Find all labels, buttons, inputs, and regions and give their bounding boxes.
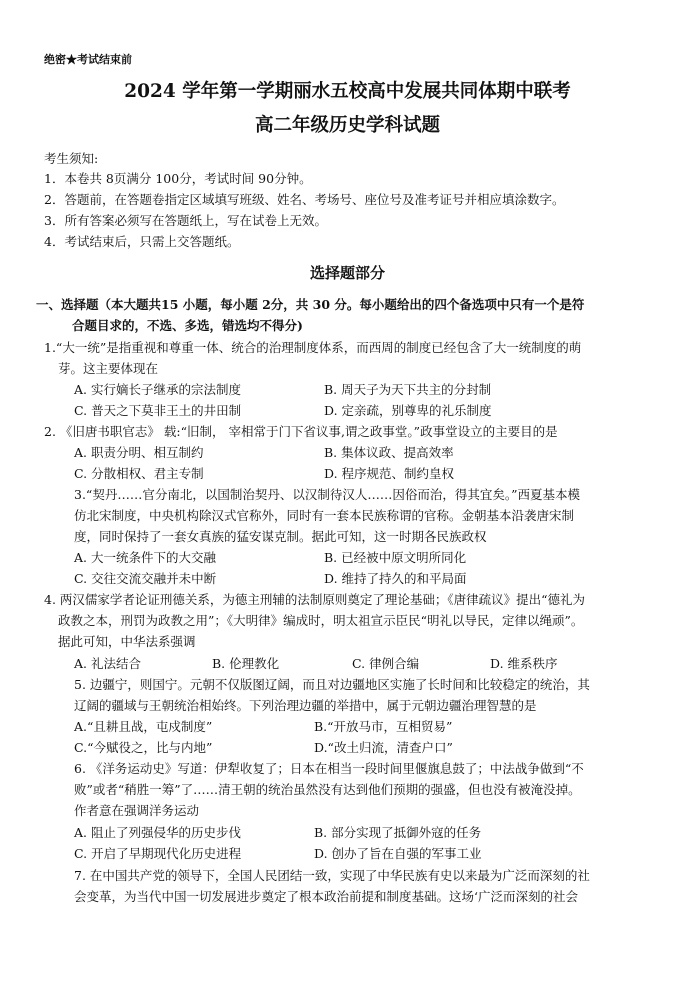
question-2-option-c: C. 分散相权、君主专制 — [74, 466, 204, 481]
question-3-option-d: D. 维持了持久的和平局面 — [324, 571, 467, 586]
notice-item: 3．所有答案必须写在答题纸上，写在试卷上无效。 — [44, 213, 327, 228]
question-6-option-c: C. 开启了早期现代化历史进程 — [74, 846, 242, 861]
question-6-option-b: B. 部分实现了抵御外寇的任务 — [314, 825, 482, 840]
question-3-stem: 仿北宋制度，中央机构除汉式官称外，同时有一套本民族称谓的官称。金朝基本沿袭唐宋制 — [74, 508, 575, 523]
notice-item: 4．考试结束后，只需上交答题纸。 — [44, 234, 240, 249]
question-6-stem: 败”或者“稍胜一筹”了……清王朝的统治虽然没有达到他们预期的强盛，但也没有被淹没掉。 — [74, 782, 581, 797]
part-heading-cont: 合题目求的，不选、多选，错选均不得分) — [72, 318, 303, 333]
question-4-option-d: D. 维系秩序 — [490, 656, 558, 671]
question-2-option-b: B. 集体议政、提高效率 — [324, 445, 454, 460]
question-1-stem: 1.“大一统”是指重视和尊重一体、统合的治理制度体系，而西周的制度已经包含了大一统制度的萌 — [44, 340, 582, 355]
question-2-option-d: D. 程序规范、制约皇权 — [324, 466, 455, 481]
question-1-stem: 芽。这主要体现在 — [58, 361, 159, 376]
question-7-stem: 7. 在中国共产党的领导下，全国人民团结一致，实现了中华民族有史以来最为广泛而深刻的社 — [74, 868, 590, 883]
notice-item: 1．本卷共 8页满分 100分，考试时间 90分钟。 — [44, 171, 312, 186]
question-4-option-c: C. 律例合编 — [352, 656, 420, 671]
question-4-option-b: B. 伦理教化 — [212, 656, 280, 671]
question-1-option-a: A. 实行嫡长子继承的宗法制度 — [74, 382, 241, 397]
notice-heading: 考生须知: — [44, 151, 99, 166]
question-5-stem: 辽阔的疆域与王朝统治相始终。下列治理边疆的举措中，属于元朝边疆治理智慧的是 — [74, 698, 537, 713]
section-title: 选择题部分 — [309, 264, 385, 282]
question-1-option-d: D. 定亲疏，别尊卑的礼乐制度 — [324, 403, 492, 418]
question-3-stem: 度，同时保持了一套女真族的猛安谋克制。据此可知，这一时期各民族政权 — [74, 529, 487, 544]
part-heading: 一、选择题（本大题共15 小题，每小题 2分，共 30 分。每小题给出的四个备选项中只有一个是符 — [36, 297, 585, 312]
confidential-label: 绝密★考试结束前 — [44, 53, 132, 66]
question-3-option-b: B. 已经被中原文明所同化 — [324, 550, 467, 565]
question-3-option-a: A. 大一统条件下的大交融 — [74, 550, 216, 565]
question-2-option-a: A. 职责分明、相互制约 — [74, 445, 204, 460]
question-4-stem: 4. 两汉儒家学者论证刑德关系，为德主刑辅的法制原则奠定了理论基础；《唐律疏议》提出“德礼为 — [44, 592, 586, 607]
question-5-option-d: D.“改土归流，清查户口” — [314, 740, 453, 755]
question-5-option-a: A.“且耕且战，屯戍制度” — [74, 719, 213, 734]
notice-item: 2．答题前，在答题卷指定区域填写班级、姓名、考场号、座位号及准考证号并相应填涂数字。 — [44, 192, 565, 207]
exam-subtitle: 高二年级历史学科试题 — [254, 115, 440, 136]
question-4-stem: 据此可知，中华法系强调 — [58, 634, 196, 649]
question-6-stem: 作者意在强调洋务运动 — [74, 803, 200, 818]
question-2-stem: 2. 《旧唐书职官志》 载:“旧制， 宰相常于门下省议事,谓之政事堂。”政事堂设立的主要目的是 — [44, 424, 558, 439]
question-3-option-c: C. 交往交流交融并未中断 — [74, 571, 217, 586]
question-4-stem: 政教之本，刑罚为政教之用”；《大明律》编成时，明太祖宣示臣民“明礼以导民，定律以绳顽”。 — [58, 613, 584, 628]
question-3-stem: 3.“契丹……官分南北，以国制治契丹、以汉制待汉人……因俗而治，得其宜矣。”西夏基本模 — [74, 487, 580, 502]
exam-title: 2024 学年第一学期丽水五校高中发展共同体期中联考 — [124, 81, 571, 102]
question-5-stem: 5. 边疆宁，则国宁。元朝不仅版图辽阔，而且对边疆地区实施了长时间和比较稳定的统治，其 — [74, 677, 590, 692]
question-5-option-b: B.“开放马市，互相贸易” — [314, 719, 453, 734]
question-1-option-b: B. 周天子为天下共主的分封制 — [324, 382, 492, 397]
question-6-stem: 6. 《洋务运动史》写道：伊犁收复了；日本在相当一段时间里偃旗息鼓了；中法战争做到“不 — [74, 761, 584, 776]
question-7-stem: 会变革，为当代中国一切发展进步奠定了根本政治前提和制度基础。这场‘广泛而深刻的社会 — [74, 889, 578, 904]
question-6-option-d: D. 创办了旨在自强的军事工业 — [314, 846, 482, 861]
question-1-option-c: C. 普天之下莫非王土的井田制 — [74, 403, 242, 418]
question-5-option-c: C.“今赋役之，比与内地” — [74, 740, 213, 755]
question-6-option-a: A. 阻止了列强侵华的历史步伐 — [74, 825, 241, 840]
question-4-option-a: A. 礼法结合 — [74, 656, 141, 671]
